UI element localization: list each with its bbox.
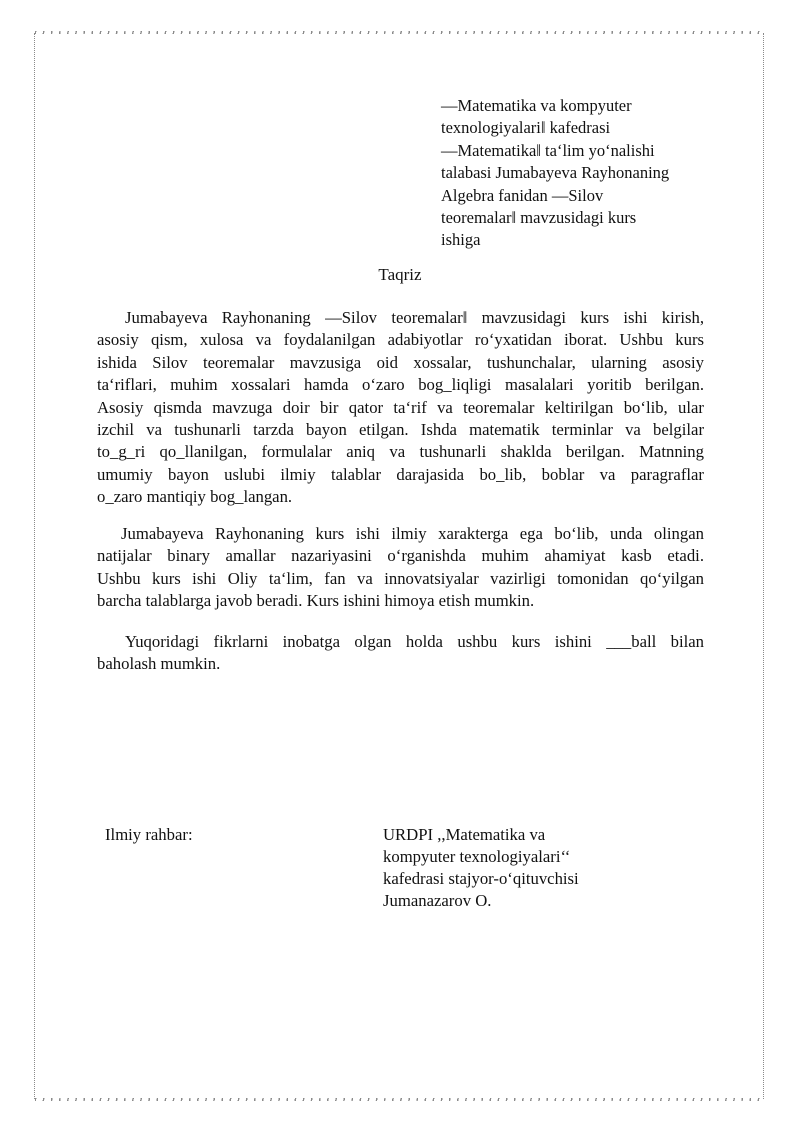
review-paragraph-2 (97, 523, 704, 613)
text-line: barcha talablarga javob beradi. Kurs ishini himoya etish mumkin. (97, 591, 535, 611)
addressee-block (441, 95, 721, 252)
supervisor-line: URDPI ,,Matematika va (383, 825, 546, 844)
addressee-line: Algebra fanidan ―Silov (441, 185, 604, 205)
addressee-line: ishiga (441, 230, 481, 250)
addressee-line: talabasi Jumabayeva Rayhonaning (441, 163, 670, 183)
supervisor-line: kafedrasi stajyor-o‘qituvchisi (383, 869, 579, 888)
addressee-line: ―Matematika‖ ta‘lim yo‘nalishi (441, 140, 655, 160)
text-line: izchil va tushunarli tarzda bayon etilgan. Ishda matematik terminlar va belgilar (97, 420, 704, 440)
text-line: ta‘riflari, muhim xossalari hamda o‘zaro bog_liqligi masalalari yoritib berilgan. (97, 375, 704, 395)
addressee-line: texnologiyalari‖ kafedrasi (441, 118, 611, 138)
text-line: umumiy bayon uslubi ilmiy talablar darajasida bo_lib, boblar va paragraflar (97, 464, 704, 484)
text-line: Jumabayeva Rayhonaning kurs ishi ilmiy xarakterga ega bo‘lib, unda olingan (121, 524, 704, 543)
text-line: baholash mumkin. (97, 654, 221, 674)
supervisor-line: kompyuter texnologiyalari‘‘ (383, 847, 571, 866)
review-paragraph-1 (97, 307, 704, 509)
supervisor-line: Jumanazarov O. (383, 891, 492, 910)
addressee-line: ―Matematika va kompyuter (441, 96, 632, 115)
text-line: Yuqoridagi fikrlarni inobatga olgan holda ushbu kurs ishini ___ball bilan (125, 632, 704, 651)
review-paragraph-3 (97, 631, 704, 676)
text-line: natijalar binary amallar nazariyasini o‘rganishda muhim ahamiyat kasb etadi. (97, 546, 704, 566)
text-line: ishida Silov teoremalar mavzusiga oid xossalar, tushunchalar, ularning asosiy (97, 352, 704, 372)
supervisor-info (383, 824, 579, 912)
text-line: asosiy qism, xulosa va foydalanilgan adabiyotlar ro‘yxatidan iborat. Ushbu kurs (97, 330, 704, 350)
document-title: Taqriz (378, 265, 422, 284)
addressee-line: teoremalar‖ mavzusidagi kurs (441, 208, 637, 228)
text-line: Ushbu kurs ishi Oliy ta‘lim, fan va innovatsiyalar vazirligi tomonidan qo‘yilgan (97, 568, 704, 588)
text-line: o_zaro mantiqiy bog_langan. (97, 487, 293, 507)
text-line: to_g_ri qo_llanilgan, formulalar aniq va tushunarli shaklda berilgan. Matnning (97, 442, 704, 462)
text-line: Asosiy qismda mavzuga doir bir qator ta‘rif va teoremalar keltirilgan bo‘lib, ular (97, 397, 704, 417)
text-line: Jumabayeva Rayhonaning ―Silov teoremalar‖ mavzusidagi kurs ishi kirish, (125, 308, 704, 327)
supervisor-label: Ilmiy rahbar: (105, 825, 193, 844)
